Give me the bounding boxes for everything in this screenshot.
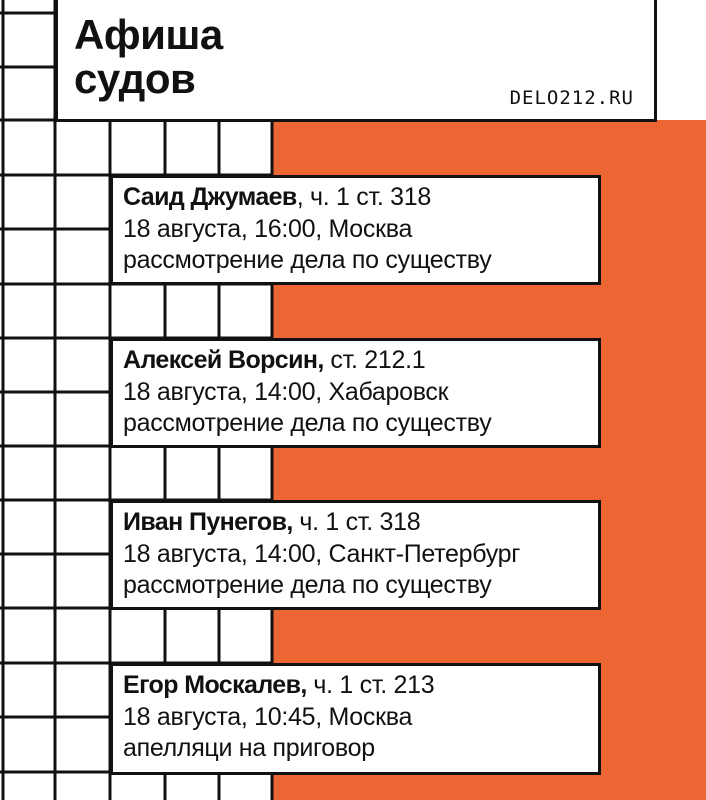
event-card xyxy=(110,500,601,610)
event-datetime: 18 августа, 14:00, Хабаровск xyxy=(123,378,449,406)
criminal-article: , ч. 1 ст. 318 xyxy=(296,183,431,211)
event-heading xyxy=(123,345,425,375)
event-stage: апелляци на приговор xyxy=(123,734,375,762)
defendant-name: Егор Москалев, xyxy=(123,671,307,699)
event-datetime: 18 августа, 10:45, Москва xyxy=(123,703,413,731)
event-stage: рассмотрение дела по существу xyxy=(123,571,492,599)
criminal-article: ч. 1 ст. 213 xyxy=(306,671,435,699)
event-heading xyxy=(123,670,434,700)
criminal-article: ст. 212.1 xyxy=(323,346,426,374)
event-stage: рассмотрение дела по существу xyxy=(123,409,492,437)
site-url: DELO212.RU xyxy=(509,87,634,109)
event-heading xyxy=(123,507,420,537)
event-datetime: 18 августа, 14:00, Санкт-Петербург xyxy=(123,540,521,568)
event-datetime: 18 августа, 16:00, Москва xyxy=(123,215,413,243)
header-card xyxy=(55,0,657,122)
event-stage: рассмотрение дела по существу xyxy=(123,246,492,274)
page-title xyxy=(74,13,223,101)
defendant-name: Алексей Ворсин, xyxy=(123,346,324,374)
event-card xyxy=(110,175,601,285)
defendant-name: Саид Джумаев xyxy=(123,183,297,211)
criminal-article: ч. 1 ст. 318 xyxy=(292,508,421,536)
event-heading xyxy=(123,182,431,212)
event-card xyxy=(110,663,601,775)
title-line-2: судов xyxy=(74,55,196,102)
event-card xyxy=(110,338,601,448)
title-line-1: Афиша xyxy=(74,11,223,58)
defendant-name: Иван Пунегов, xyxy=(123,508,293,536)
